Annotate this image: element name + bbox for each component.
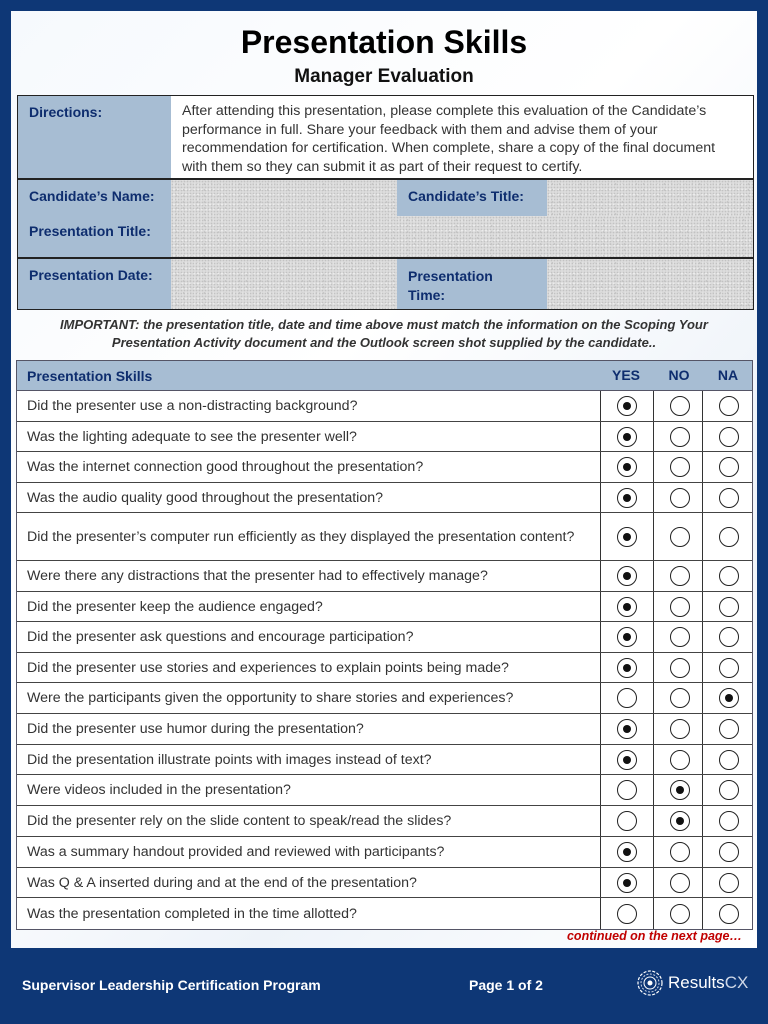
table-header-title: Presentation Skills (27, 368, 153, 384)
question-text: Were the participants given the opportunity to share stories and experiences? (27, 690, 514, 706)
option-cell-no (653, 422, 705, 451)
swirl-logo-icon (637, 970, 663, 996)
radio-selected-dot (623, 879, 631, 887)
radio-na[interactable] (719, 688, 739, 708)
option-cell-yes (600, 391, 652, 421)
option-cell-yes (600, 622, 652, 652)
radio-na[interactable] (719, 627, 739, 647)
question-text: Were there any distractions that the presenter had to effectively manage? (27, 568, 488, 584)
option-cell-yes (600, 422, 652, 451)
logo-text: ResultsCX (668, 973, 749, 992)
page-title: Presentation Skills (240, 24, 528, 60)
radio-no[interactable] (670, 873, 690, 893)
option-cell-no (653, 513, 705, 560)
option-cell-yes (600, 452, 652, 482)
radio-na[interactable] (719, 488, 739, 508)
radio-no[interactable] (670, 457, 690, 477)
table-row (17, 868, 752, 898)
presentation-title-label: Presentation Title: (18, 216, 171, 257)
option-cell-na (702, 561, 754, 591)
radio-yes[interactable] (617, 811, 637, 831)
question-text: Did the presenter keep the audience engaged? (27, 598, 323, 615)
radio-selected-dot (623, 572, 631, 580)
radio-na[interactable] (719, 457, 739, 477)
question-text: Were videos included in the presentation? (27, 782, 291, 798)
radio-yes[interactable] (617, 780, 637, 800)
radio-yes[interactable] (617, 688, 637, 708)
radio-selected-dot (623, 725, 631, 733)
radio-no[interactable] (670, 597, 690, 617)
question-text: Did the presenter use humor during the presentation? (27, 721, 364, 737)
option-cell-no (653, 622, 705, 652)
option-cell-no (653, 837, 705, 867)
radio-selected-dot (725, 694, 733, 702)
table-row (17, 898, 752, 929)
option-cell-no (653, 452, 705, 482)
question-text: Was a summary handout provided and reviewed with participants? (27, 844, 445, 860)
radio-selected-dot (623, 494, 631, 502)
continued-note: continued on the next page… (566, 929, 742, 943)
option-cell-yes (600, 592, 652, 621)
radio-selected-dot (676, 817, 684, 825)
question-text: Did the presenter use a non-distracting background? (27, 398, 358, 414)
radio-na[interactable] (719, 750, 739, 770)
radio-yes[interactable] (617, 527, 637, 547)
question-text: Was Q & A inserted during and at the end of the presentation? (27, 874, 417, 891)
table-row (17, 837, 752, 868)
option-cell-yes (600, 775, 652, 805)
table-row (17, 806, 752, 837)
question-text: Did the presenter’s computer run efficiently as they displayed the presentation content? (27, 528, 575, 545)
question-text: Was the audio quality good throughout the presentation? (27, 489, 383, 506)
option-cell-na (702, 422, 754, 451)
radio-no[interactable] (670, 658, 690, 678)
radio-na[interactable] (719, 527, 739, 547)
radio-selected-dot (623, 533, 631, 541)
presentation-date-label: Presentation Date: (18, 259, 171, 309)
table-row (17, 513, 752, 561)
question-text: Was the internet connection good throughout the presentation? (27, 459, 424, 475)
presentation-time-label: Presentation Time: (397, 259, 547, 309)
option-cell-no (653, 868, 705, 897)
radio-selected-dot (623, 633, 631, 641)
option-cell-na (702, 683, 754, 713)
radio-na[interactable] (719, 842, 739, 862)
table-body (17, 391, 752, 929)
radio-yes[interactable] (617, 488, 637, 508)
radio-selected-dot (623, 402, 631, 410)
option-cell-no (653, 483, 705, 512)
option-cell-na (702, 837, 754, 867)
option-cell-no (653, 745, 705, 774)
radio-yes[interactable] (617, 719, 637, 739)
option-cell-no (653, 391, 705, 421)
table-row (17, 745, 752, 775)
option-cell-na (702, 483, 754, 512)
important-note: IMPORTANT: the presentation title, date and time above must match the information on the Scoping Your Presentation Activity document and the Outlook screen shot supplied by the candidate.. (60, 317, 708, 350)
radio-na[interactable] (719, 396, 739, 416)
option-cell-na (702, 714, 754, 744)
presentation-title-field[interactable] (171, 216, 753, 257)
presentation-skills-table (16, 360, 753, 930)
radio-selected-dot (676, 786, 684, 794)
option-cell-na (702, 898, 754, 929)
radio-no[interactable] (670, 688, 690, 708)
option-cell-na (702, 653, 754, 682)
option-cell-no (653, 592, 705, 621)
candidate-name-field[interactable] (171, 180, 397, 216)
radio-yes[interactable] (617, 566, 637, 586)
radio-selected-dot (623, 756, 631, 764)
radio-yes[interactable] (617, 873, 637, 893)
program-name: Supervisor Leadership Certification Program (22, 977, 321, 993)
candidate-title-field[interactable] (547, 180, 753, 216)
radio-no[interactable] (670, 842, 690, 862)
option-cell-na (702, 391, 754, 421)
radio-yes[interactable] (617, 396, 637, 416)
table-row (17, 592, 752, 622)
option-cell-na (702, 622, 754, 652)
option-cell-no (653, 561, 705, 591)
radio-selected-dot (623, 463, 631, 471)
radio-selected-dot (623, 603, 631, 611)
table-row (17, 714, 752, 745)
option-cell-na (702, 775, 754, 805)
option-cell-yes (600, 868, 652, 897)
table-row (17, 391, 752, 422)
column-no: NO (668, 367, 690, 383)
table-row (17, 683, 752, 714)
option-cell-na (702, 806, 754, 836)
radio-no[interactable] (670, 780, 690, 800)
radio-na[interactable] (719, 658, 739, 678)
radio-na[interactable] (719, 566, 739, 586)
table-header (17, 361, 752, 391)
question-text: Did the presenter rely on the slide content to speak/read the slides? (27, 813, 452, 829)
table-row (17, 452, 752, 483)
radio-selected-dot (623, 433, 631, 441)
question-text: Did the presenter ask questions and encourage participation? (27, 629, 414, 645)
option-cell-no (653, 806, 705, 836)
column-na: NA (717, 367, 739, 383)
question-text: Did the presenter use stories and experiences to explain points being made? (27, 659, 509, 676)
radio-no[interactable] (670, 627, 690, 647)
radio-yes[interactable] (617, 842, 637, 862)
radio-na[interactable] (719, 427, 739, 447)
radio-no[interactable] (670, 566, 690, 586)
radio-yes[interactable] (617, 427, 637, 447)
question-text: Was the presentation completed in the time allotted? (27, 905, 357, 922)
table-row (17, 422, 752, 452)
directions-label: Directions: (18, 96, 171, 178)
question-text: Did the presentation illustrate points with images instead of text? (27, 751, 432, 768)
option-cell-yes (600, 806, 652, 836)
option-cell-na (702, 592, 754, 621)
option-cell-yes (600, 653, 652, 682)
option-cell-yes (600, 561, 652, 591)
presentation-time-field[interactable] (547, 259, 753, 309)
page-number: Page 1 of 2 (469, 977, 543, 993)
option-cell-yes (600, 837, 652, 867)
radio-no[interactable] (670, 904, 690, 924)
option-cell-na (702, 868, 754, 897)
radio-na[interactable] (719, 811, 739, 831)
radio-yes[interactable] (617, 750, 637, 770)
option-cell-no (653, 683, 705, 713)
radio-na[interactable] (719, 719, 739, 739)
option-cell-no (653, 898, 705, 929)
option-cell-na (702, 745, 754, 774)
radio-selected-dot (623, 664, 631, 672)
table-row (17, 622, 752, 653)
option-cell-na (702, 452, 754, 482)
table-row (17, 561, 752, 592)
resultscx-logo (637, 970, 748, 996)
question-text: Was the lighting adequate to see the presenter well? (27, 428, 357, 445)
option-cell-yes (600, 898, 652, 929)
table-row (17, 483, 752, 513)
radio-selected-dot (623, 848, 631, 856)
radio-no[interactable] (670, 396, 690, 416)
radio-yes[interactable] (617, 904, 637, 924)
radio-no[interactable] (670, 750, 690, 770)
table-row (17, 775, 752, 806)
radio-no[interactable] (670, 527, 690, 547)
candidate-name-label: Candidate’s Name: (18, 180, 171, 216)
presentation-date-field[interactable] (171, 259, 397, 309)
column-yes: YES (611, 367, 640, 383)
directions-text: After attending this presentation, please complete this evaluation of the Candidate’s performance in full. Share your feedback with them and advise them of your recommendation for certification. When complete, share a copy of the final document with them so they can submit it as part of their request to certify. (171, 96, 753, 178)
option-cell-na (702, 513, 754, 560)
option-cell-yes (600, 513, 652, 560)
candidate-title-label: Candidate’s Title: (397, 180, 547, 216)
table-row (17, 653, 752, 683)
radio-yes[interactable] (617, 627, 637, 647)
option-cell-yes (600, 483, 652, 512)
candidate-info-table (17, 95, 754, 310)
radio-no[interactable] (670, 719, 690, 739)
page-subtitle: Manager Evaluation (294, 66, 474, 87)
radio-na[interactable] (719, 904, 739, 924)
radio-na[interactable] (719, 597, 739, 617)
radio-na[interactable] (719, 873, 739, 893)
radio-yes[interactable] (617, 658, 637, 678)
option-cell-no (653, 653, 705, 682)
radio-na[interactable] (719, 780, 739, 800)
radio-yes[interactable] (617, 597, 637, 617)
radio-no[interactable] (670, 427, 690, 447)
option-cell-no (653, 775, 705, 805)
option-cell-no (653, 714, 705, 744)
option-cell-yes (600, 714, 652, 744)
radio-no[interactable] (670, 488, 690, 508)
radio-yes[interactable] (617, 457, 637, 477)
option-cell-yes (600, 745, 652, 774)
radio-no[interactable] (670, 811, 690, 831)
option-cell-yes (600, 683, 652, 713)
